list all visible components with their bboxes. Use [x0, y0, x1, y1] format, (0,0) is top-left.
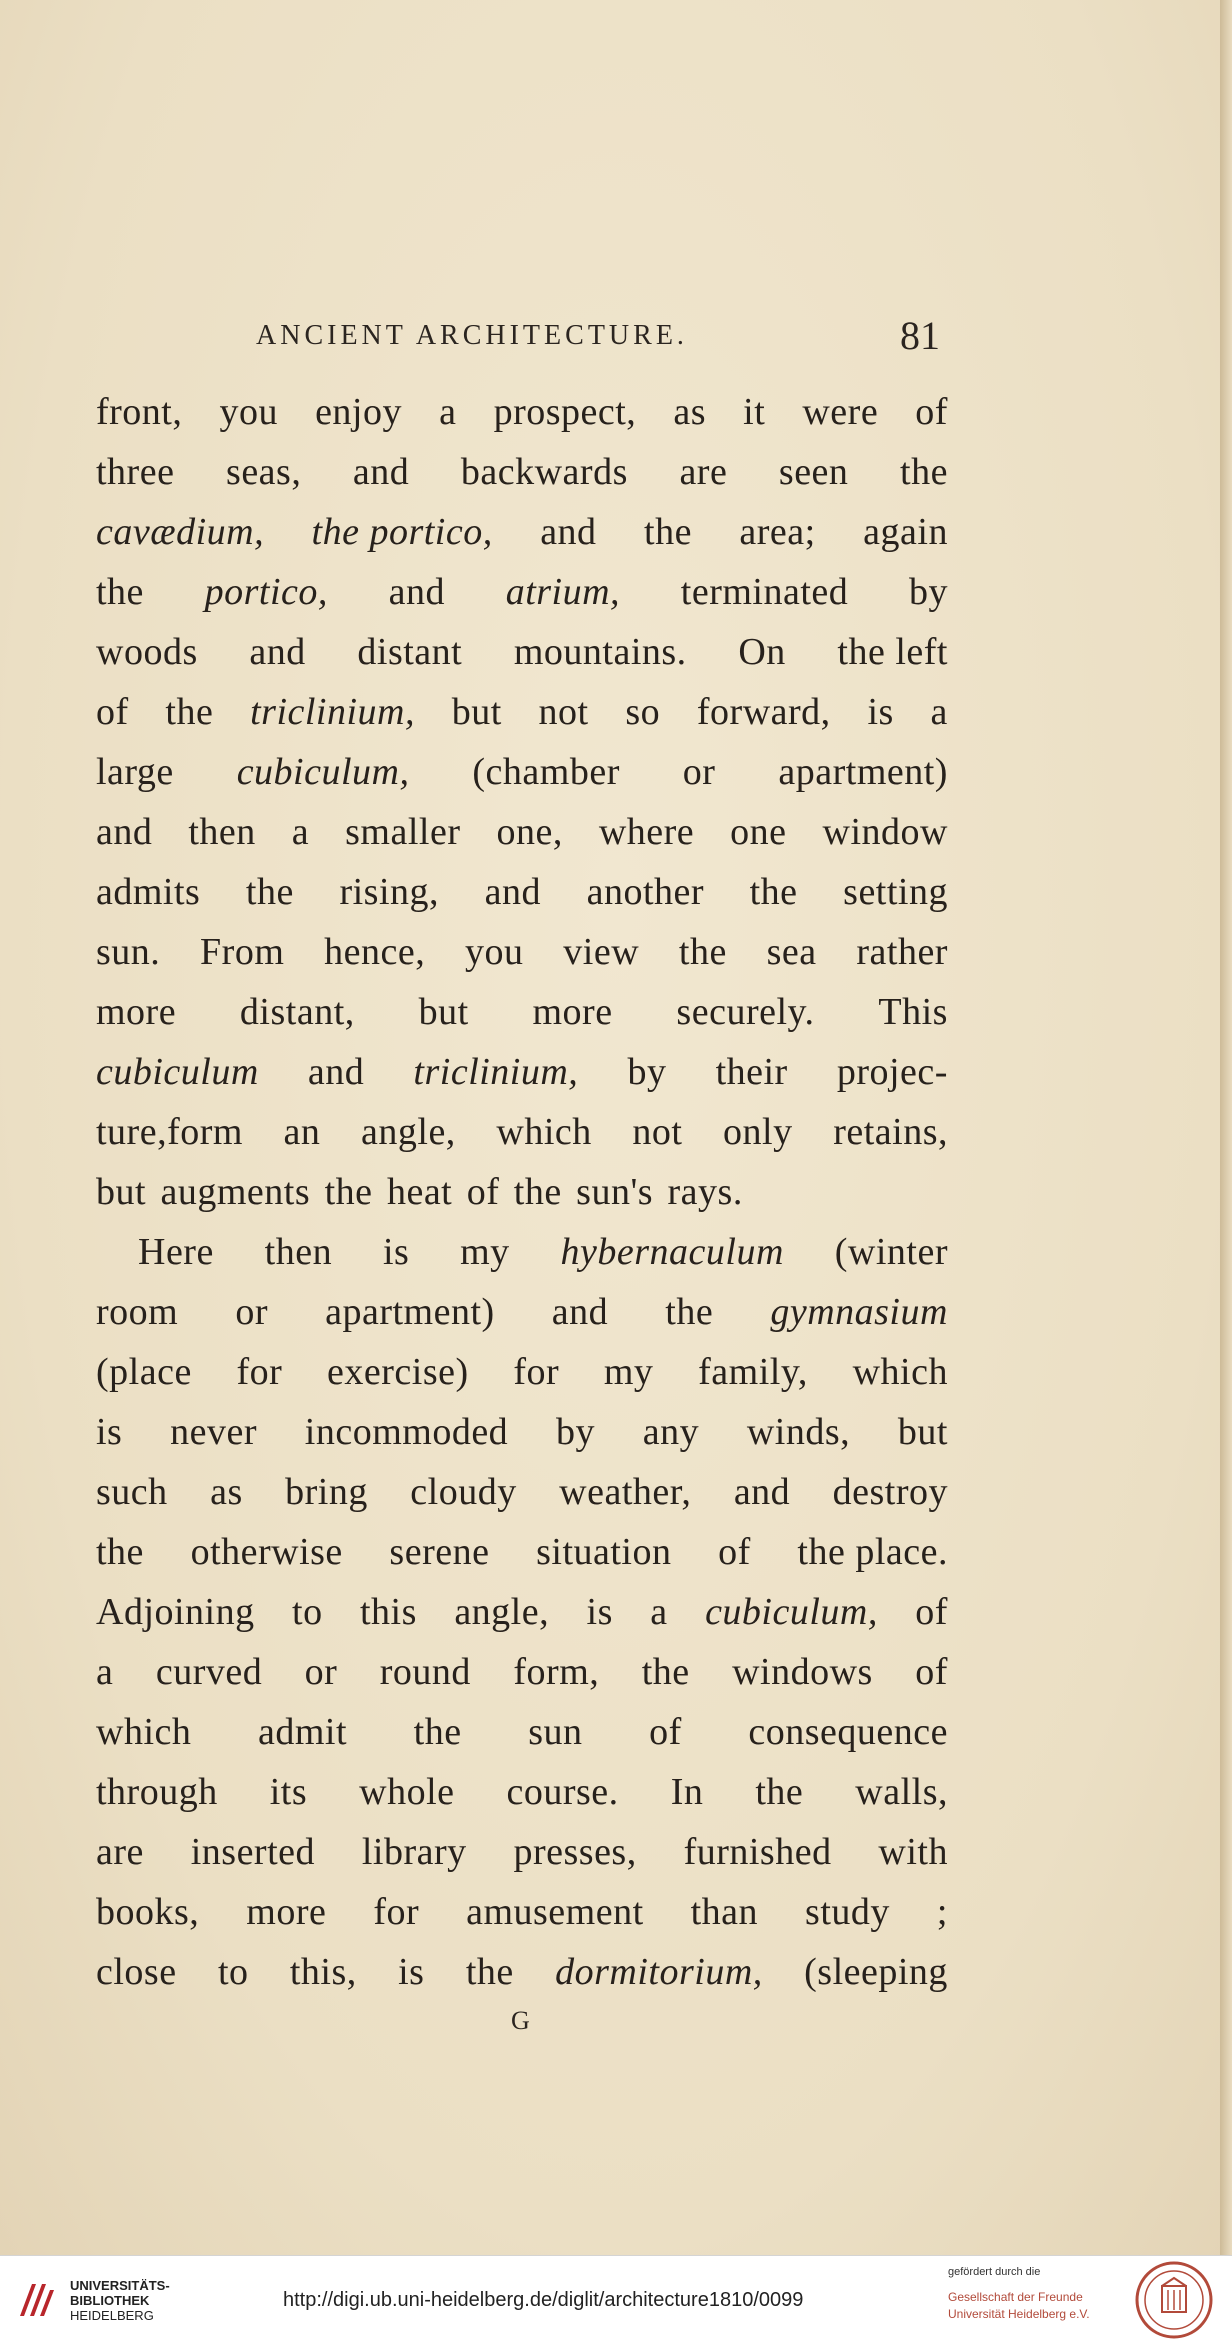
- word: is: [586, 1591, 613, 1633]
- word: only: [723, 1111, 793, 1153]
- word: curved: [155, 1651, 263, 1693]
- word: as: [673, 391, 707, 433]
- text-line: [96, 1462, 948, 1522]
- word: this: [360, 1591, 417, 1633]
- word: enjoy: [315, 391, 402, 433]
- word: front,: [96, 391, 183, 433]
- word: my: [603, 1351, 654, 1393]
- word: close: [96, 1951, 177, 1993]
- word: another: [586, 871, 705, 913]
- word: amusement: [466, 1891, 644, 1933]
- word: three: [96, 451, 175, 493]
- word: forward,: [696, 691, 831, 733]
- sponsor-name-line1: Gesellschaft der Freunde: [948, 2290, 1083, 2304]
- page-edge: [1220, 0, 1232, 2255]
- word: augments: [160, 1171, 311, 1213]
- word: the: [465, 1951, 514, 1993]
- word: whole: [359, 1771, 455, 1813]
- word: the: [324, 1171, 373, 1213]
- word: triclinium,: [413, 1051, 579, 1093]
- word: a: [96, 1651, 114, 1693]
- word: are: [679, 451, 728, 493]
- running-head: [256, 312, 946, 358]
- text-line: [96, 1102, 948, 1162]
- word: walls,: [855, 1771, 948, 1813]
- word: and: [249, 631, 306, 673]
- word: their: [715, 1051, 788, 1093]
- word: distant,: [239, 991, 355, 1033]
- word: exercise): [327, 1351, 469, 1393]
- footer-bar: [0, 2255, 1232, 2344]
- word: On: [738, 631, 786, 673]
- word: and: [352, 451, 410, 493]
- word: mountains.: [513, 631, 687, 673]
- word: and: [96, 811, 153, 853]
- text-line: [96, 802, 948, 862]
- word: of: [466, 1171, 500, 1213]
- word: of: [915, 1651, 948, 1693]
- text-line: [96, 382, 948, 442]
- word: of: [915, 1591, 948, 1633]
- word: apartment): [778, 751, 948, 793]
- sponsor-prefix: gefördert durch die: [948, 2266, 1041, 2278]
- word: admit: [257, 1711, 348, 1753]
- word: form,: [513, 1651, 600, 1693]
- word: inserted: [190, 1831, 316, 1873]
- word: woods: [96, 631, 198, 673]
- university-seal-icon: [1134, 2260, 1214, 2340]
- word: the: [755, 1771, 804, 1813]
- word: (chamber: [472, 751, 620, 793]
- word: such: [96, 1471, 168, 1513]
- text-line: [96, 1822, 948, 1882]
- text-line: [96, 1582, 948, 1642]
- word: window: [822, 811, 948, 853]
- text-line: [96, 1342, 948, 1402]
- word: which: [496, 1111, 592, 1153]
- word: ture,form: [96, 1111, 243, 1153]
- text-line: [96, 1942, 948, 2002]
- text-line: [96, 1222, 948, 1282]
- word: to: [217, 1951, 249, 1993]
- word: to: [292, 1591, 323, 1633]
- word: is: [382, 1231, 410, 1273]
- word: cavædium,: [96, 511, 265, 553]
- word: not: [538, 691, 589, 733]
- word: or: [682, 751, 716, 793]
- word: and: [484, 871, 541, 913]
- word: never: [170, 1411, 258, 1453]
- word: or: [235, 1291, 268, 1333]
- word: for: [373, 1891, 420, 1933]
- word: is: [867, 691, 894, 733]
- text-line: [96, 862, 948, 922]
- word: winds,: [746, 1411, 851, 1453]
- library-name: UNIVERSITÄTS- BIBLIOTHEK HEIDELBERG: [70, 2278, 170, 2323]
- word: seas,: [226, 451, 302, 493]
- word: the: [749, 871, 798, 913]
- word: This: [878, 991, 948, 1033]
- word: cubiculum,: [705, 1591, 878, 1633]
- word: its: [269, 1771, 308, 1813]
- word: a: [930, 691, 948, 733]
- word: the: [644, 511, 692, 553]
- word: as: [210, 1471, 243, 1513]
- page-number: 81: [900, 313, 940, 358]
- word: an: [283, 1111, 321, 1153]
- word: seen: [778, 451, 849, 493]
- word: one: [730, 811, 787, 853]
- word: incommoded: [304, 1411, 509, 1453]
- text-line: [96, 1162, 948, 1222]
- word: Here: [138, 1231, 214, 1273]
- word: more: [532, 991, 613, 1033]
- word: sea: [766, 931, 817, 973]
- permalink-url[interactable]: http://digi.ub.uni-heidelberg.de/diglit/architecture1810/0099: [283, 2289, 804, 2311]
- word: securely.: [676, 991, 815, 1033]
- word: but: [451, 691, 502, 733]
- word: heat: [386, 1171, 453, 1213]
- word: the: [678, 931, 727, 973]
- word: one,: [496, 811, 563, 853]
- word: angle,: [361, 1111, 456, 1153]
- body-text: [96, 382, 948, 2002]
- word: than: [690, 1891, 759, 1933]
- word: weather,: [559, 1471, 692, 1513]
- word: the: [96, 571, 144, 613]
- word: where: [598, 811, 695, 853]
- word: the: [665, 1291, 714, 1333]
- word: of: [915, 391, 948, 433]
- word: then: [188, 811, 256, 853]
- word: smaller: [345, 811, 461, 853]
- word: ;: [936, 1891, 948, 1933]
- text-line: [96, 742, 948, 802]
- word: furnished: [683, 1831, 832, 1873]
- word: consequence: [748, 1711, 948, 1753]
- word: rather: [856, 931, 948, 973]
- word: hence,: [324, 931, 426, 973]
- word: projec-: [836, 1051, 948, 1093]
- text-line: [96, 1702, 948, 1762]
- word: of: [96, 691, 129, 733]
- word: study: [805, 1891, 890, 1933]
- word: of: [718, 1531, 751, 1573]
- word: by: [555, 1411, 595, 1453]
- word: prospect,: [493, 391, 637, 433]
- word: cloudy: [410, 1471, 517, 1513]
- word: family,: [698, 1351, 808, 1393]
- word: serene: [389, 1531, 490, 1573]
- word: the left: [837, 631, 948, 673]
- word: which: [96, 1711, 192, 1753]
- word: the: [641, 1651, 690, 1693]
- word: the: [96, 1531, 144, 1573]
- text-line: [96, 442, 948, 502]
- word: any: [642, 1411, 700, 1453]
- word: or: [304, 1651, 338, 1693]
- word: then: [264, 1231, 333, 1273]
- word: through: [96, 1771, 218, 1813]
- word: is: [398, 1951, 425, 1993]
- word: hybernaculum: [560, 1231, 784, 1273]
- word: for: [236, 1351, 283, 1393]
- word: you: [465, 931, 524, 973]
- word: and: [307, 1051, 365, 1093]
- word: apartment): [325, 1291, 495, 1333]
- word: backwards: [460, 451, 628, 493]
- word: but: [897, 1411, 948, 1453]
- word: my: [460, 1231, 510, 1273]
- word: were: [802, 391, 879, 433]
- word: by: [908, 571, 948, 613]
- word: for: [513, 1351, 560, 1393]
- word: the portico,: [311, 511, 493, 553]
- word: this,: [289, 1951, 357, 1993]
- word: and: [733, 1471, 791, 1513]
- word: retains,: [833, 1111, 948, 1153]
- word: rising,: [339, 871, 440, 913]
- word: more: [246, 1891, 327, 1933]
- word: triclinium,: [250, 691, 415, 733]
- library-logo-icon[interactable]: [14, 2276, 60, 2322]
- word: sun.: [96, 931, 161, 973]
- word: round: [379, 1651, 471, 1693]
- word: otherwise: [190, 1531, 343, 1573]
- word: In: [670, 1771, 704, 1813]
- text-line: [96, 562, 948, 622]
- word: the: [900, 451, 948, 493]
- word: dormitorium,: [555, 1951, 763, 1993]
- text-line: [96, 1042, 948, 1102]
- word: the: [413, 1711, 462, 1753]
- word: gymnasium: [770, 1291, 948, 1333]
- word: but: [96, 1171, 147, 1213]
- word: (sleeping: [804, 1951, 948, 1993]
- word: not: [632, 1111, 683, 1153]
- text-line: [96, 682, 948, 742]
- word: but: [418, 991, 469, 1033]
- word: situation: [536, 1531, 672, 1573]
- text-line: [96, 1282, 948, 1342]
- text-line: [96, 1402, 948, 1462]
- word: destroy: [832, 1471, 948, 1513]
- word: sun's: [576, 1171, 654, 1213]
- word: terminated: [680, 571, 849, 613]
- text-line: [96, 502, 948, 562]
- word: portico,: [204, 571, 328, 613]
- word: of: [649, 1711, 682, 1753]
- word: admits: [96, 871, 201, 913]
- word: and: [540, 511, 597, 553]
- signature-mark: G: [511, 2006, 531, 2035]
- word: cubiculum,: [236, 751, 410, 793]
- word: you: [219, 391, 278, 433]
- text-line: [96, 1882, 948, 1942]
- word: windows: [732, 1651, 873, 1693]
- word: (winter: [834, 1231, 948, 1273]
- word: is: [96, 1411, 123, 1453]
- word: area;: [739, 511, 816, 553]
- word: sun: [528, 1711, 583, 1753]
- word: cubiculum: [96, 1051, 259, 1093]
- word: books,: [96, 1891, 200, 1933]
- text-line: [96, 922, 948, 982]
- running-title: ANCIENT ARCHITECTURE.: [256, 320, 688, 351]
- word: setting: [843, 871, 948, 913]
- word: are: [96, 1831, 144, 1873]
- word: it: [743, 391, 766, 433]
- word: by: [627, 1051, 667, 1093]
- word: bring: [285, 1471, 368, 1513]
- word: (place: [96, 1351, 192, 1393]
- word: atrium,: [505, 571, 621, 613]
- word: room: [96, 1291, 179, 1333]
- word: large: [96, 751, 174, 793]
- text-line: [96, 622, 948, 682]
- word: a: [291, 811, 310, 853]
- word: the place.: [797, 1531, 948, 1573]
- text-line: [96, 982, 948, 1042]
- word: course.: [506, 1771, 619, 1813]
- word: a: [439, 391, 457, 433]
- word: which: [852, 1351, 948, 1393]
- word: the: [513, 1171, 562, 1213]
- word: view: [563, 931, 640, 973]
- text-line: [96, 1762, 948, 1822]
- word: presses,: [513, 1831, 637, 1873]
- word: and: [388, 571, 445, 613]
- word: a: [650, 1591, 668, 1633]
- word: the: [245, 871, 294, 913]
- word: distant: [357, 631, 463, 673]
- text-line: [96, 1642, 948, 1702]
- word: so: [625, 691, 661, 733]
- word: angle,: [454, 1591, 550, 1633]
- word: and: [551, 1291, 609, 1333]
- word: more: [96, 991, 177, 1033]
- word: the: [165, 691, 214, 733]
- word: rays.: [667, 1171, 743, 1213]
- word: again: [863, 511, 948, 553]
- word: with: [878, 1831, 948, 1873]
- word: Adjoining: [96, 1591, 255, 1633]
- sponsor-credit: [948, 2264, 1108, 2323]
- sponsor-name-line2: Universität Heidelberg e.V.: [948, 2307, 1090, 2321]
- word: library: [361, 1831, 467, 1873]
- word: From: [200, 931, 285, 973]
- text-line: [96, 1522, 948, 1582]
